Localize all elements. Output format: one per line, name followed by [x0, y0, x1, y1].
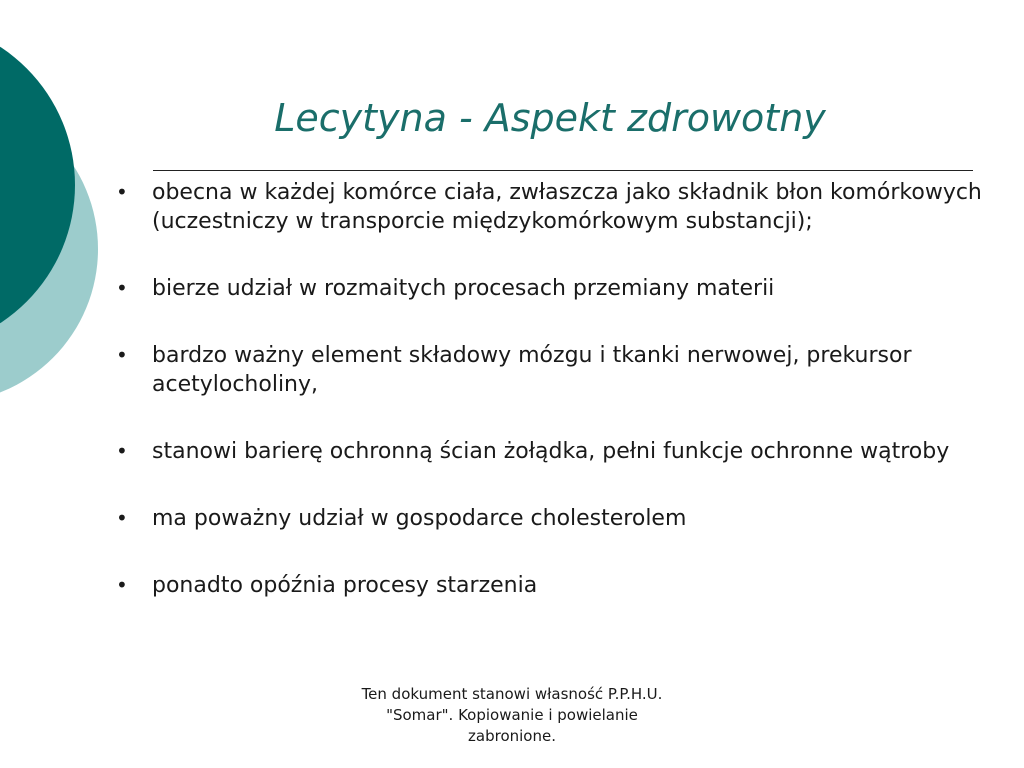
slide-title: Lecytyna - Aspekt zdrowotny [274, 96, 826, 140]
bullet-item [112, 274, 992, 303]
bullet-text: stanowi barierę ochronną ścian żołądka, pełni funkcje ochronne wątroby [152, 439, 950, 464]
bullet-icon: • [116, 573, 128, 597]
bullet-item [112, 341, 992, 399]
bullet-text: obecna w każdej komórce ciała, zwłaszcza jako składnik błon komórkowych (uczestniczy w transporcie międzykomórkowym substancji); [152, 180, 982, 234]
bullet-icon: • [116, 439, 128, 463]
bullet-icon: • [116, 506, 128, 530]
bullet-icon: • [116, 180, 128, 204]
bullet-text: ma poważny udział w gospodarce cholesterolem [152, 506, 687, 531]
bullet-text: bardzo ważny element składowy mózgu i tkanki nerwowej, prekursor acetylocholiny, [152, 343, 912, 397]
bullet-item [112, 571, 992, 600]
bullet-item [112, 504, 992, 533]
title-divider [153, 170, 973, 171]
bullet-text: ponadto opóźnia procesy starzenia [152, 573, 538, 598]
bullet-list [112, 178, 992, 600]
bullet-icon: • [116, 276, 128, 300]
bullet-item [112, 178, 992, 236]
footer-notice: Ten dokument stanowi własność P.P.H.U. "Somar". Kopiowanie i powielanie zabronione. [361, 685, 663, 745]
bullet-item [112, 437, 992, 466]
bullet-text: bierze udział w rozmaitych procesach przemiany materii [152, 276, 775, 301]
bullet-icon: • [116, 343, 128, 367]
